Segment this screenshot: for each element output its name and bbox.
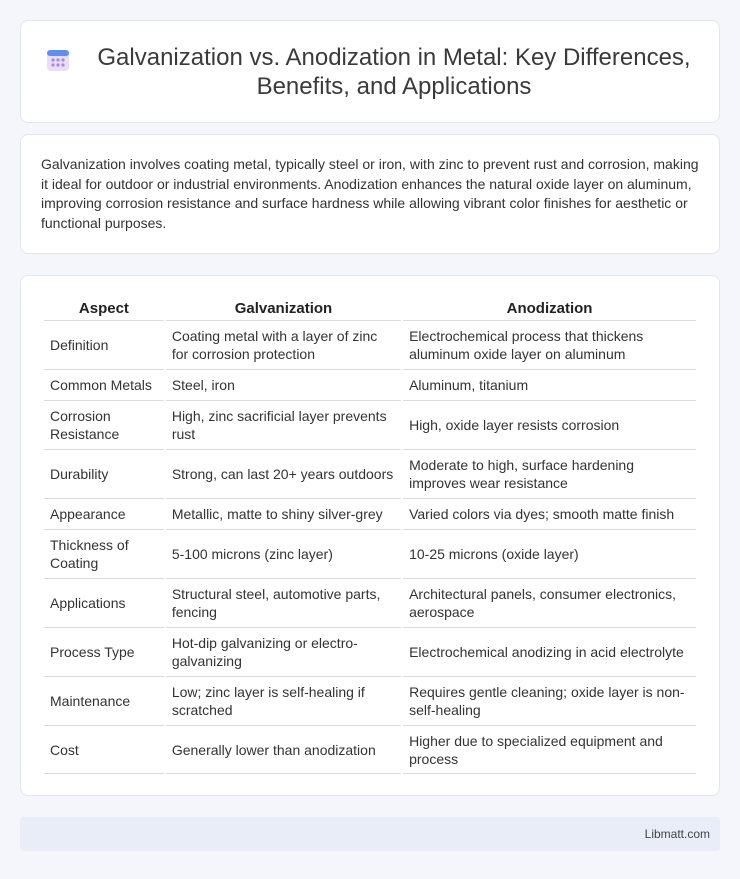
cell-anodization: 10-25 microns (oxide layer) [403,529,696,578]
header-anodization: Anodization [506,299,593,317]
cell-aspect: Appearance [44,498,164,529]
cell-aspect: Durability [44,449,164,498]
table-row [44,400,696,449]
table-row [44,676,696,725]
cell-anodization: Electrochemical process that thickens aluminum oxide layer on aluminum [403,320,696,369]
cell-anodization: Electrochemical anodizing in acid electrolyte [403,627,696,676]
cell-anodization: Higher due to specialized equipment and process [403,725,696,774]
cell-anodization: Varied colors via dyes; smooth matte finish [403,498,696,529]
cell-aspect: Common Metals [44,369,164,400]
title-wrap [45,43,695,101]
calendar-grid-icon [45,47,71,73]
table-row [44,320,696,369]
cell-galvanization: Hot-dip galvanizing or electro-galvanizing [166,627,401,676]
header-galvanization: Galvanization [234,299,333,317]
table-row [44,449,696,498]
table-row [44,578,696,627]
comparison-table [42,298,698,774]
intro-card [20,134,720,254]
cell-aspect: Applications [44,578,164,627]
footer [20,817,720,851]
table-row [44,529,696,578]
footer-brand[interactable]: Libmatt.com [644,827,710,841]
cell-anodization: High, oxide layer resists corrosion [403,400,696,449]
table-row [44,369,696,400]
cell-aspect: Definition [44,320,164,369]
cell-anodization: Requires gentle cleaning; oxide layer is non-self-healing [403,676,696,725]
intro-paragraph: Galvanization involves coating metal, typically steel or iron, with zinc to prevent rust and corrosion, making it ideal for outdoor or industrial environments. Anodization enhances the natural oxide layer on aluminum, improving corrosion resistance and surface hardness while allowing vibrant color finishes for aesthetic or functional purposes. [41,156,699,231]
cell-aspect: Maintenance [44,676,164,725]
cell-aspect: Cost [44,725,164,774]
table-row [44,627,696,676]
cell-aspect: Corrosion Resistance [44,400,164,449]
cell-galvanization: 5-100 microns (zinc layer) [166,529,401,578]
title-card [20,20,720,123]
cell-galvanization: High, zinc sacrificial layer prevents rust [166,400,401,449]
cell-galvanization: Generally lower than anodization [166,725,401,774]
cell-anodization: Moderate to high, surface hardening improves wear resistance [403,449,696,498]
cell-galvanization: Metallic, matte to shiny silver-grey [166,498,401,529]
table-card [20,275,720,796]
table-row [44,725,696,774]
cell-galvanization: Structural steel, automotive parts, fencing [166,578,401,627]
cell-galvanization: Low; zinc layer is self-healing if scratched [166,676,401,725]
cell-anodization: Aluminum, titanium [403,369,696,400]
cell-galvanization: Steel, iron [166,369,401,400]
cell-anodization: Architectural panels, consumer electronics, aerospace [403,578,696,627]
page-title: Galvanization vs. Anodization in Metal: Key Differences, Benefits, and Applications [97,43,691,100]
table-header-row [44,298,696,320]
cell-aspect: Process Type [44,627,164,676]
header-aspect: Aspect [78,299,129,317]
table-row [44,498,696,529]
cell-galvanization: Strong, can last 20+ years outdoors [166,449,401,498]
cell-galvanization: Coating metal with a layer of zinc for corrosion protection [166,320,401,369]
cell-aspect: Thickness of Coating [44,529,164,578]
